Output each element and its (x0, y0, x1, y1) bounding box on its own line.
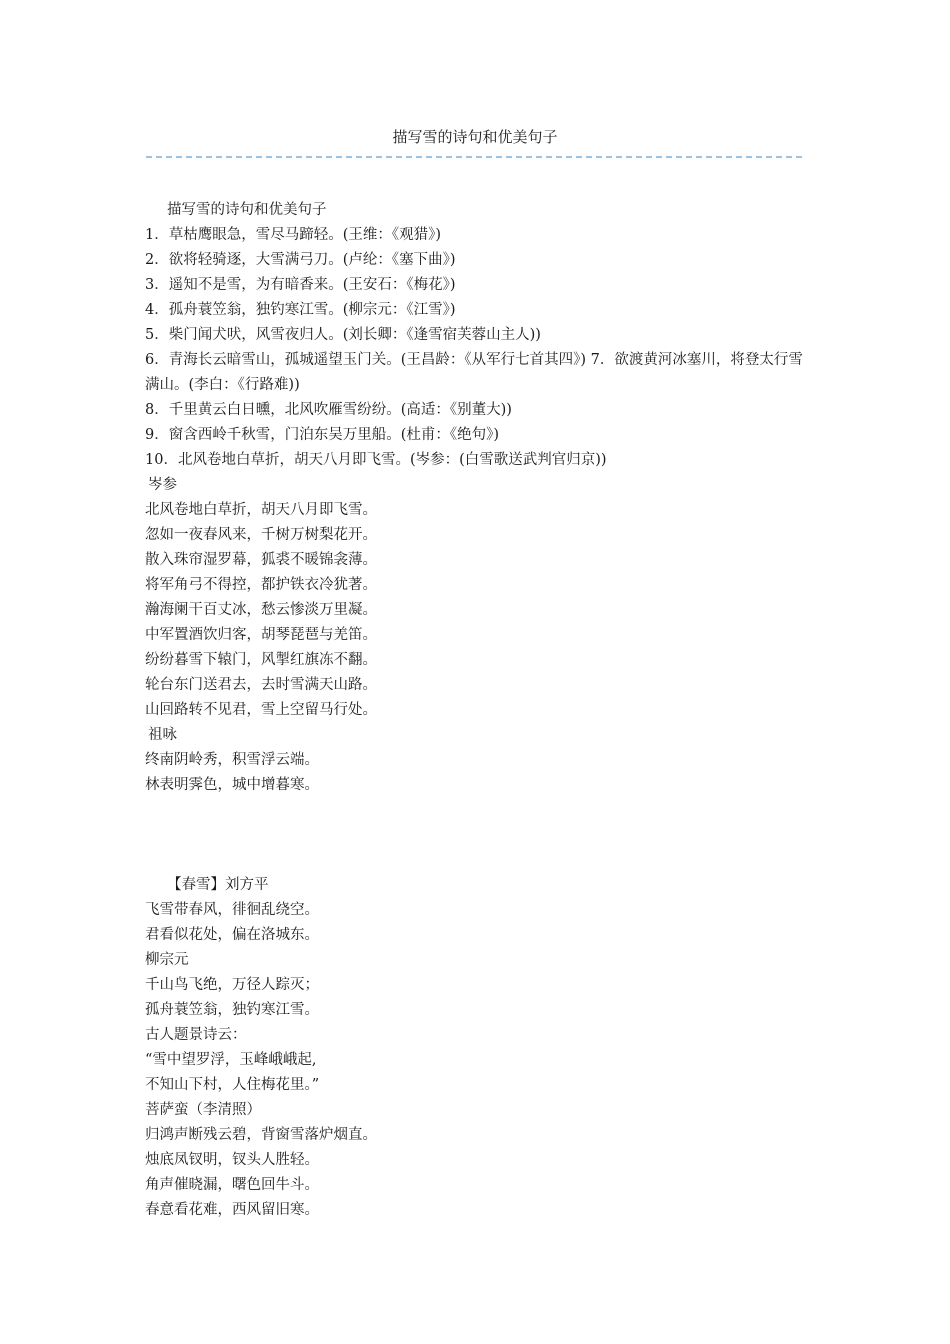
poem-list-item-1: 1．草枯鹰眼急，雪尽马蹄轻。(王维：《观猎》) (145, 227, 442, 243)
poem-line: 瀚海阑干百丈冰，愁云惨淡万里凝。 (145, 602, 377, 618)
poem-list-item-10: 10．北风卷地白草折，胡天八月即飞雪。(岑参：(白雪歌送武判官归京)) (145, 452, 607, 468)
poem-line: 烛底凤钗明，钗头人胜轻。 (145, 1152, 319, 1168)
poem-line: 将军角弓不得控，都护铁衣冷犹著。 (145, 577, 377, 593)
poem-line: 飞雪带春风，徘徊乱绕空。 (145, 902, 319, 918)
poem-line: 孤舟蓑笠翁，独钓寒江雪。 (145, 1002, 319, 1018)
poem-line: 轮台东门送君去，去时雪满天山路。 (145, 677, 377, 693)
poem-author: 岑参 (148, 477, 177, 493)
poem-line: 中军置酒饮归客，胡琴琵琶与羌笛。 (145, 627, 377, 643)
poem-author: 祖咏 (148, 727, 177, 743)
poem-heading: 【春雪】刘方平 (167, 877, 269, 893)
poem-list-item-3: 3．遥知不是雪，为有暗香来。(王安石：《梅花》) (145, 277, 456, 293)
poem-line: 北风卷地白草折，胡天八月即飞雪。 (145, 502, 377, 518)
poem-list-item-6-7: 6．青海长云暗雪山，孤城遥望玉门关。(王昌龄：《从军行七首其四》) 7．欲渡黄河冰塞川，将登太行雪满山。(李白：《行路难)) (145, 352, 803, 393)
poem-line: 山回路转不见君，雪上空留马行处。 (145, 702, 377, 718)
poem-list-item-5: 5．柴门闻犬吠，风雪夜归人。(刘长卿：《逢雪宿芙蓉山主人)) (145, 327, 541, 343)
poem-line: 终南阴岭秀，积雪浮云端。 (145, 752, 319, 768)
poem-list-item-2: 2．欲将轻骑逐，大雪满弓刀。(卢纶：《塞下曲》) (145, 252, 456, 268)
poem-intro: 古人题景诗云： (145, 1027, 247, 1043)
poem-line: 角声催晓漏，曙色回牛斗。 (145, 1177, 319, 1193)
poem-author: 柳宗元 (145, 952, 189, 968)
section-heading: 描写雪的诗句和优美句子 (167, 202, 327, 218)
poem-list-item-4: 4．孤舟蓑笠翁，独钓寒江雪。(柳宗元：《江雪》) (145, 302, 456, 318)
title-divider (146, 156, 802, 158)
poem-line: 忽如一夜春风来，千树万树梨花开。 (145, 527, 377, 543)
poem-list-item-8: 8．千里黄云白日曛，北风吹雁雪纷纷。(高适：《别董大)) (145, 402, 512, 418)
poem-line: 纷纷暮雪下辕门，风掣红旗冻不翻。 (145, 652, 377, 668)
poem-line: 春意看花难，西风留旧寒。 (145, 1202, 319, 1218)
poem-line: 千山鸟飞绝，万径人踪灭； (145, 977, 319, 993)
document-title: 描写雪的诗句和优美句子 (392, 128, 558, 146)
section-spacer (145, 798, 815, 873)
poem-line: 君看似花处，偏在洛城东。 (145, 927, 319, 943)
poem-list-item-9: 9．窗含西岭千秋雪，门泊东吴万里船。(杜甫：《绝句》) (145, 427, 500, 443)
poem-line: 不知山下村，人住梅花里。” (145, 1077, 320, 1093)
poem-line: 归鸿声断残云碧，背窗雪落炉烟直。 (145, 1127, 377, 1143)
poem-line: 散入珠帘湿罗幕，狐裘不暖锦衾薄。 (145, 552, 377, 568)
poem-line: 林表明霁色，城中增暮寒。 (145, 777, 319, 793)
poem-line: “雪中望罗浮，玉峰峨峨起, (145, 1052, 317, 1068)
poem-heading: 菩萨蛮（李清照） (145, 1102, 261, 1118)
document-body (145, 198, 815, 1223)
